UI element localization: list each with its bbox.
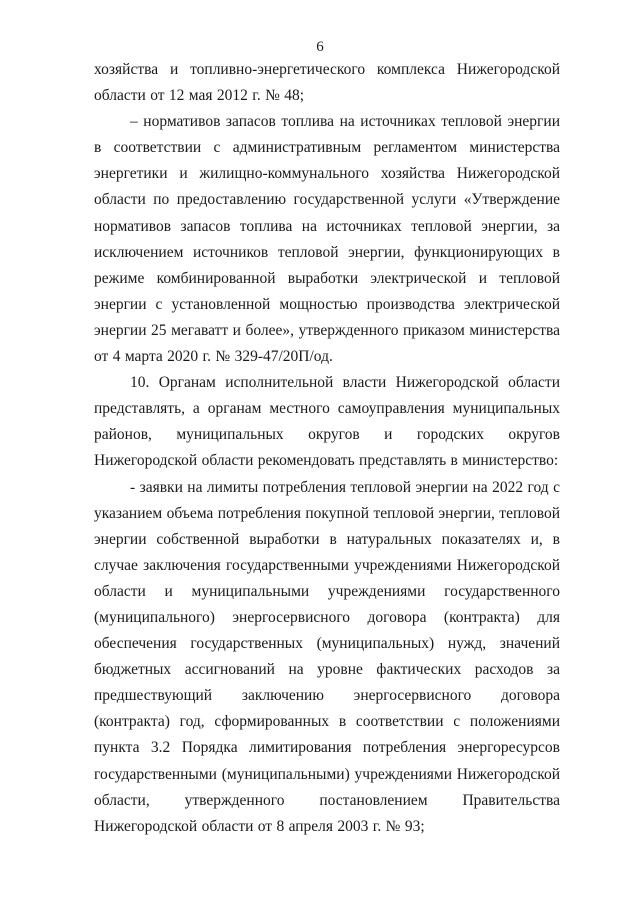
paragraph-heat-energy-limits: - заявки на лимиты потребления тепловой энергии на 2022 год с указанием объема потребления покупной тепловой энергии, тепловой энергии собственной выработки в натуральных показателях и, в случае заключения государственными учреждениями Нижегородской области и муниципальными учреждениями государственного (муниципального) энергосервисного договора (контракта) для обеспечения государственных (муниципальных) нужд, значений бюджетных ассигнований на уровне фактических расходов за предшествующий заключению энергосервисного договора (контракта) год, сформированных в соответствии с положениями пункта 3.2 Порядка лимитирования потребления энергоресурсов государственными (муниципальными) учреждениями Нижегородской области, утвержденного постановлением Правительства Нижегородской области от 8 апреля 2003 г. № 93; xyxy=(94,478,560,835)
page-number: 6 xyxy=(316,39,324,55)
paragraph-continuation: хозяйства и топливно-энергетического комплекса Нижегородской области от 12 мая 2012 г. № 48; xyxy=(94,61,560,105)
paragraph-item-10: 10. Органам исполнительной власти Нижегородской области представлять, а органам местного самоуправления муниципальных районов, муниципальных округов и городских округов Нижегородской области рекомендовать представлять в министерство: xyxy=(94,374,560,470)
paragraph-fuel-reserve-norms: – нормативов запасов топлива на источниках тепловой энергии в соответствии с административным регламентом министерства энергетики и жилищно-коммунального хозяйства Нижегородской области по предоставлению государственной услуги «Утверждение нормативов запасов топлива на источниках тепловой энергии, за исключением источников тепловой энергии, функционирующих в режиме комбинированной выработки электрической и тепловой энергии с установленной мощностью производства электрической энергии 25 мегаватт и более», утвержденного приказом министерства от 4 марта 2020 г. № 329-47/20П/од. xyxy=(94,113,560,366)
document-body xyxy=(94,57,560,840)
